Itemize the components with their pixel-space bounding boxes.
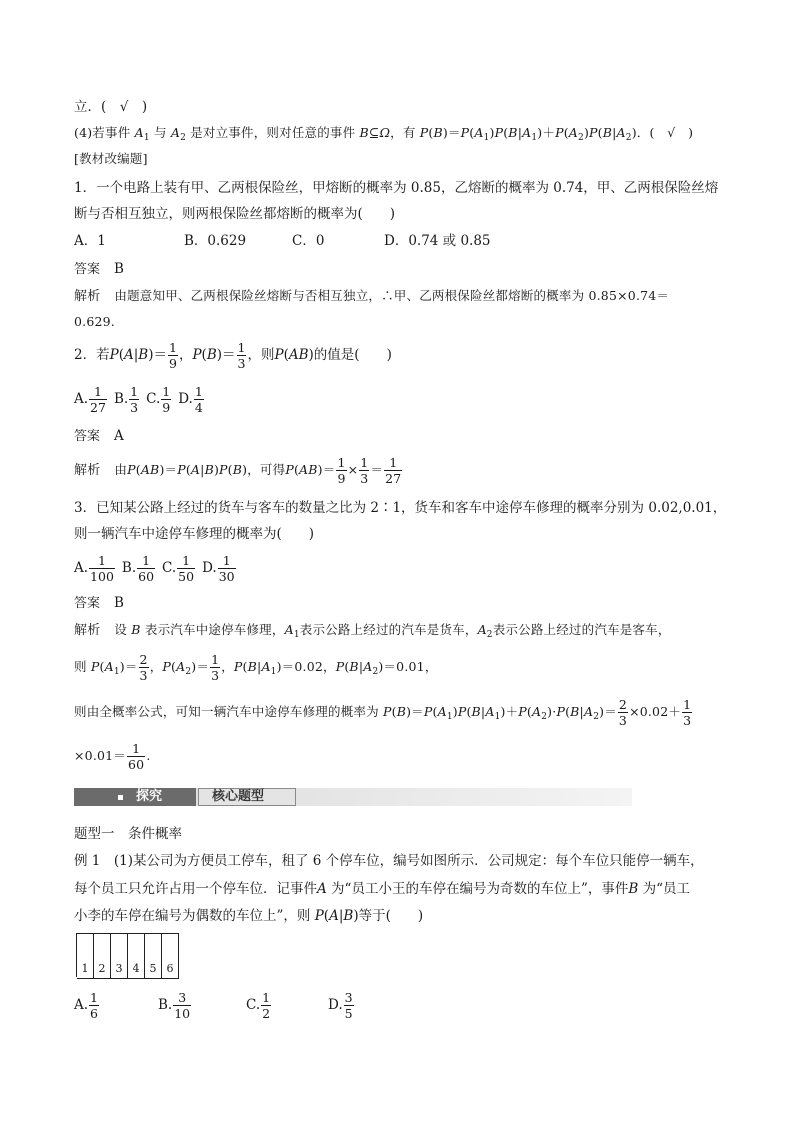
q3-line1: 3．已知某公路上经过的货车与客车的数量之比为 2∶1，货车和客车中途停车修理的概率分别为 0.02,0.01， bbox=[74, 500, 727, 516]
q1-line2: 断与否相互独立，则两根保险丝都熔断的概率为( ) bbox=[74, 206, 396, 222]
q3-explanation-3: 则由全概率公式，可知一辆汽车中途停车修理的概率为 $P(B)=P(A_1)P(B|A_1)+P(A_2)\cdot P(B|A_2)=$ $\frac{2}{3}$ ×0.02＋ $\frac{1}{3}$ bbox=[74, 697, 692, 728]
q1-answer: 答案 B bbox=[74, 261, 124, 277]
section-heading: [教材改编题] bbox=[74, 151, 148, 166]
prev-item-tail: 立．( √ ) bbox=[74, 99, 148, 115]
q2-answer: 答案 A bbox=[74, 428, 124, 444]
q1-option-c: C．0 bbox=[292, 233, 325, 249]
parking-slot-figure bbox=[76, 933, 179, 977]
q1-options bbox=[74, 232, 491, 250]
q1-option-a: A．1 bbox=[74, 233, 106, 249]
q1-explanation-2: 0.629. bbox=[74, 314, 115, 329]
parking-slot: 1 bbox=[77, 933, 94, 979]
q3-line2: 则一辆汽车中途停车修理的概率为( ) bbox=[74, 526, 315, 542]
q3-answer: 答案 B bbox=[74, 595, 124, 611]
q1-explanation-1: 解析 由题意知甲、乙两根保险丝熔断与否相互独立，∴甲、乙两根保险丝都熔断的概率为 0.85×0.74＝ bbox=[74, 288, 670, 304]
banner-box bbox=[198, 788, 296, 806]
parking-slot: 6 bbox=[162, 933, 179, 979]
q3-options: A. $\frac{1}{100}$ B. $\frac{1}{60}$ C. $\frac{1}{50}$ D. $\frac{1}{30}$ bbox=[74, 553, 235, 584]
parking-slot: 3 bbox=[111, 933, 128, 979]
section-banner bbox=[74, 788, 632, 806]
banner-dark-block bbox=[74, 788, 196, 806]
parking-slot: 5 bbox=[145, 933, 162, 979]
q3-explanation-4: ×0.01＝ $\frac{1}{60}$ . bbox=[74, 741, 151, 772]
example1-line1: 例 1 (1)某公司为方便员工停车，租了 6 个停车位，编号如图所示．公司规定：每个车位只能停一辆车， bbox=[74, 853, 704, 869]
q2-stem: 2．若P(A|B)＝ $\frac{1}{9}$ ，P(B)＝ $\frac{1}{3}$ ，则P(AB)的值是( ) bbox=[74, 340, 392, 371]
square-bullet-icon bbox=[118, 795, 123, 800]
example1-line2: 每个员工只允许占用一个停车位．记事件A 为“员工小王的车停在编号为奇数的车位上”，事件B 为“员工 bbox=[74, 881, 690, 897]
q2-explanation: 解析 由P(AB)＝P(A|B)P(B)，可得P(AB)＝ $\frac{1}{9}$ × $\frac{1}{3}$ ＝ $\frac{1}{27}$ bbox=[74, 455, 402, 486]
parking-slot: 2 bbox=[94, 933, 111, 979]
banner-title-left: 探究 bbox=[136, 789, 163, 804]
q1-option-b: B．0.629 bbox=[184, 233, 247, 249]
q2-options: A. $\frac{1}{27}$ B. $\frac{1}{3}$ C. $\frac{1}{9}$ D. $\frac{1}{4}$ bbox=[74, 384, 203, 415]
q3-explanation-1: 解析 设 B 表示汽车中途停车修理，$A_1$表示公路上经过的汽车是货车，$A_2$表示公路上经过的汽车是客车， bbox=[74, 622, 671, 640]
type1-title: 题型一 条件概率 bbox=[74, 826, 182, 842]
parking-slot: 4 bbox=[128, 933, 145, 979]
q1-line1: 1．一个电路上装有甲、乙两根保险丝，甲熔断的概率为 0.85，乙熔断的概率为 0.74，甲、乙两根保险丝熔 bbox=[74, 180, 719, 196]
example1-options: A. $\frac{1}{6}$ B. $\frac{3}{10}$ C. $\frac{1}{2}$ D. $\frac{3}{5}$ bbox=[74, 990, 353, 1021]
q1-option-d: D．0.74 或 0.85 bbox=[384, 233, 491, 249]
q3-explanation-2: 则 $P(A_1)=$ $\frac{2}{3}$ ，$P(A_2)=$ $\frac{1}{3}$ ，$P(B|A_1)=0.02$，$P(B|A_2)=0.01$， bbox=[74, 652, 438, 683]
example1-line3: 小李的车停在编号为偶数的车位上”，则 P(A|B)等于( ) bbox=[74, 908, 424, 924]
item-4: (4)若事件 $A_1$ 与 $A_2$ 是对立事件，则对任意的事件 B⊆Ω，有 $P(B)=P(A_1)P(B|A_1)+P(A_2)P(B|A_2)$．( √ ) bbox=[74, 125, 694, 143]
banner-title-right: 核心题型 bbox=[212, 789, 265, 804]
